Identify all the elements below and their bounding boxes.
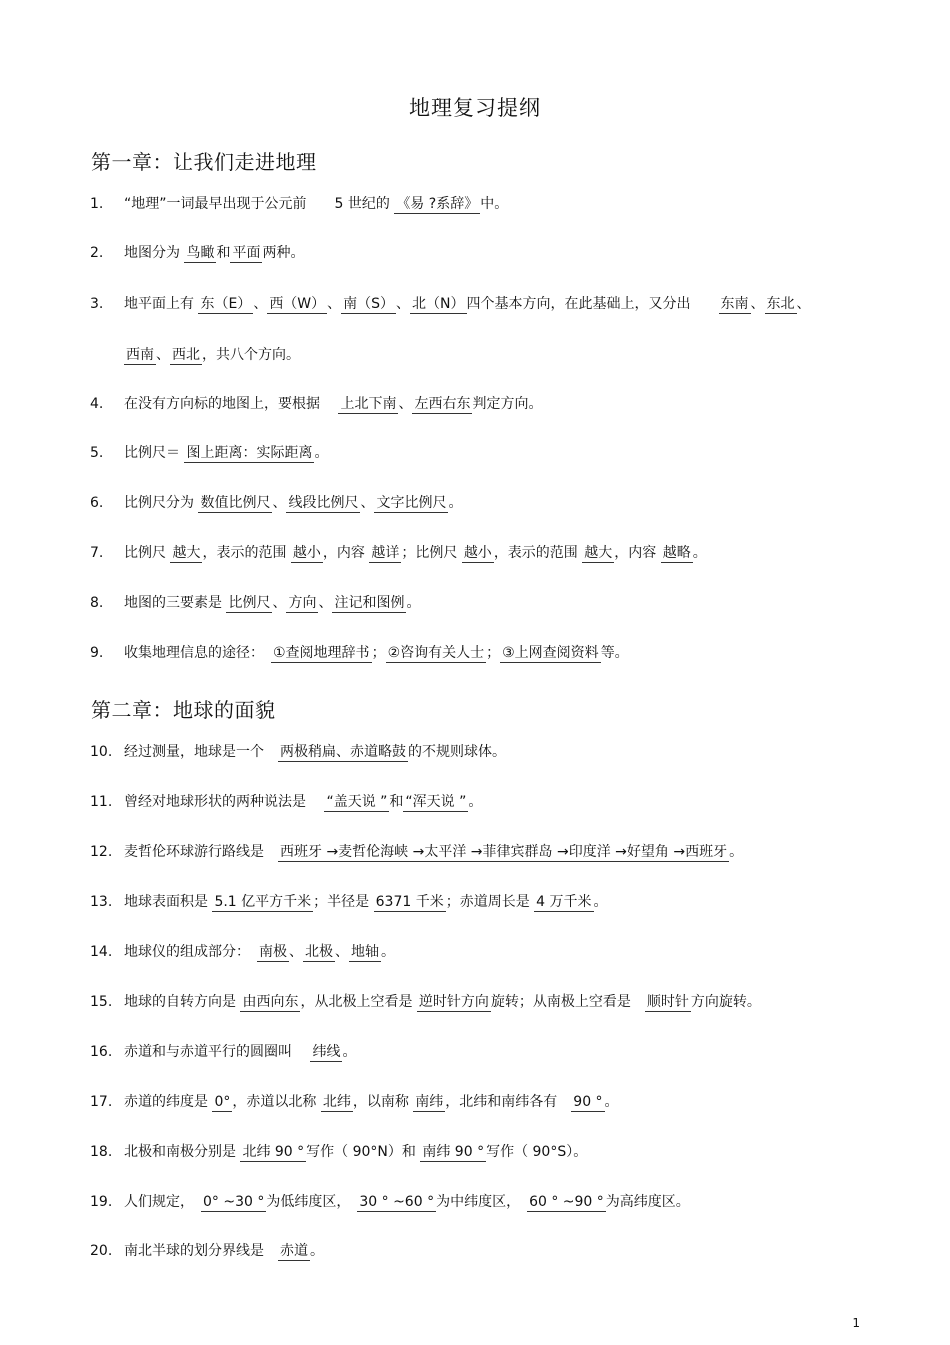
list-item <box>90 1043 356 1062</box>
list-item <box>90 395 542 414</box>
item-number: 3. <box>90 296 104 312</box>
item-number: 18. <box>90 1144 113 1160</box>
item-text: 收集地理信息的途径： <box>124 645 271 661</box>
answer-blank: 比例尺 <box>228 595 271 611</box>
item-text: 为高纬度区。 <box>605 1194 690 1210</box>
item-text: 的不规则球体。 <box>408 744 506 760</box>
item-text: 判定方向。 <box>472 396 543 412</box>
item-text: 地球表面积是 <box>124 894 213 910</box>
answer-blank: 图上距离：实际距离 <box>186 445 313 461</box>
answer-blank: 北极 <box>305 944 333 960</box>
item-text: 旋转；从南极上空看是 <box>490 994 645 1010</box>
item-text: 等。 <box>600 645 629 661</box>
list-item <box>90 444 328 463</box>
item-text: 。 <box>314 445 329 461</box>
list-item <box>90 544 707 563</box>
answer-blank: 南纬 <box>415 1094 444 1110</box>
item-text: ；比例尺 <box>401 545 462 561</box>
list-item <box>90 893 608 912</box>
answer-blank: 北纬 90 ° <box>242 1144 305 1160</box>
item-number: 16. <box>90 1044 113 1060</box>
answer-blank: 南极 <box>259 944 287 960</box>
item-number: 15. <box>90 994 113 1010</box>
item-text: 在没有方向标的地图上，要根据 <box>124 396 339 412</box>
item-text: 比例尺分为 <box>124 495 199 511</box>
item-text: ； <box>371 645 386 661</box>
item-text: 写作（ 90°N）和 <box>306 1144 421 1160</box>
item-text: 。 <box>692 545 707 561</box>
item-text: 、 <box>156 347 170 363</box>
answer-blank: 顺时针 <box>646 994 689 1010</box>
page-title: 地理复习提纲 <box>409 96 541 120</box>
item-number: 4. <box>90 396 104 412</box>
item-text: ，从北极上空看是 <box>300 994 417 1010</box>
list-item <box>90 1093 619 1112</box>
chapter-1-heading: 第一章：让我们走进地理 <box>91 150 317 174</box>
answer-blank: 《易 ?系辞》 <box>396 196 479 212</box>
item-text: 为中纬度区， <box>436 1194 528 1210</box>
answer-blank: 赤道 <box>280 1243 308 1259</box>
item-number: 2. <box>90 245 104 261</box>
item-text: 、 <box>396 296 411 312</box>
chapter-2-heading: 第二章：地球的面貌 <box>91 698 276 722</box>
item-text: 、 <box>253 296 268 312</box>
answer-blank: 南纬 90 ° <box>422 1144 485 1160</box>
item-text: ，表示的范围 <box>202 545 291 561</box>
item-text: 。 <box>342 1044 357 1060</box>
item-text: 。 <box>729 844 744 860</box>
item-text: 。 <box>593 894 608 910</box>
item-number: 8. <box>90 595 104 611</box>
item-text: 、 <box>272 595 287 611</box>
item-text: 地图分为 <box>124 245 185 261</box>
answer-blank: 0° ~30 ° <box>203 1194 265 1210</box>
answer-blank: 注记和图例 <box>334 595 405 611</box>
item-text: 。 <box>448 495 463 511</box>
item-text: 、 <box>360 495 375 511</box>
item-text: ，以南称 <box>352 1094 414 1110</box>
answer-blank: 由西向东 <box>242 994 299 1010</box>
answer-blank: 0° <box>214 1094 231 1110</box>
answer-blank: 两极稍扁、赤道略鼓 <box>280 744 406 760</box>
answer-blank: 越小 <box>292 545 321 561</box>
item-number: 14. <box>90 944 113 960</box>
item-number: 7. <box>90 545 104 561</box>
answer-blank: 北（N） <box>412 296 465 312</box>
item-text: 和 <box>216 245 231 261</box>
answer-blank: ①查阅地理辞书 <box>273 645 370 661</box>
list-item <box>90 195 508 214</box>
answer-blank: 方向 <box>288 595 317 611</box>
answer-blank: 南（S） <box>343 296 395 312</box>
item-number: 1. <box>90 196 104 212</box>
item-text: 。 <box>381 944 395 960</box>
answer-blank: “盖天说 ” <box>326 794 388 810</box>
answer-blank: 西（W） <box>269 296 326 312</box>
answer-blank: 越小 <box>463 545 492 561</box>
answer-blank: 东南 <box>720 296 749 312</box>
answer-blank: 西北 <box>172 347 200 363</box>
answer-blank: 30 ° ~60 ° <box>359 1194 435 1210</box>
item-number: 12. <box>90 844 113 860</box>
item-text: 地图的三要素是 <box>124 595 227 611</box>
list-item <box>90 943 395 962</box>
page-number: 1 <box>852 1316 860 1330</box>
item-text: 经过测量，地球是一个 <box>124 744 278 760</box>
answer-blank: 鸟瞰 <box>186 245 215 261</box>
item-text: 北极和南极分别是 <box>124 1144 241 1160</box>
answer-blank: 线段比例尺 <box>288 495 359 511</box>
item-text: 南北半球的划分界线是 <box>124 1243 278 1259</box>
answer-blank: 西班牙 →麦哲伦海峡 →太平洋 →菲律宾群岛 →印度洋 →好望角 →西班牙 <box>280 844 728 860</box>
item-text: 。 <box>604 1094 619 1110</box>
item-number: 10. <box>90 744 113 760</box>
answer-blank: 数值比例尺 <box>200 495 271 511</box>
list-item <box>90 743 506 762</box>
item-text: 。 <box>406 595 421 611</box>
answer-blank: 上北下南 <box>340 396 397 412</box>
item-number: 11. <box>90 794 113 810</box>
item-number: 9. <box>90 645 104 661</box>
item-text: 人们规定， <box>124 1194 201 1210</box>
list-item <box>90 993 761 1012</box>
item-text: 地球仪的组成部分： <box>124 944 257 960</box>
item-text: 、 <box>272 495 287 511</box>
list-item <box>90 244 304 263</box>
answer-blank: 4 万千米 <box>536 894 592 910</box>
item-text: 、 <box>796 296 811 312</box>
list-item <box>90 793 482 812</box>
item-text: 赤道和与赤道平行的圆圈叫 <box>124 1044 311 1060</box>
item-number: 19. <box>90 1194 113 1210</box>
item-text: 、 <box>289 944 303 960</box>
answer-blank: 60 ° ~90 ° <box>529 1194 604 1210</box>
item-text: 方向旋转。 <box>690 994 761 1010</box>
item-text: 、 <box>398 396 413 412</box>
item-text: ，北纬和南纬各有 <box>445 1094 572 1110</box>
item-text: ，内容 <box>322 545 370 561</box>
item-number: 17. <box>90 1094 113 1110</box>
item-text: ，内容 <box>614 545 661 561</box>
item-text: 和 <box>389 794 404 810</box>
list-item <box>90 494 462 513</box>
item-text: 比例尺＝ <box>124 445 185 461</box>
item-text: 比例尺 <box>124 545 171 561</box>
item-number: 20. <box>90 1243 113 1259</box>
item-text: 为低纬度区， <box>266 1194 358 1210</box>
item-text: 。 <box>310 1243 324 1259</box>
item-text: 曾经对地球形状的两种说法是 <box>124 794 325 810</box>
item-text: ，表示的范围 <box>493 545 583 561</box>
item-text: 中。 <box>480 196 509 212</box>
list-item <box>90 1193 690 1212</box>
item-text: ； <box>486 645 501 661</box>
list-item <box>90 1242 324 1261</box>
item-number: 5. <box>90 445 104 461</box>
answer-blank: 90 ° <box>573 1094 603 1110</box>
list-item <box>90 1143 587 1162</box>
item-text: 、 <box>318 595 333 611</box>
answer-blank: 6371 千米 <box>375 894 444 910</box>
answer-blank: 文字比例尺 <box>376 495 447 511</box>
item-text: ，共八个方向。 <box>202 347 300 363</box>
item-text: 、 <box>327 296 342 312</box>
list-item-continuation <box>124 346 300 365</box>
list-item <box>90 594 420 613</box>
item-text: 赤道的纬度是 <box>124 1094 213 1110</box>
answer-blank: 西南 <box>126 347 154 363</box>
item-text: 、 <box>335 944 349 960</box>
answer-blank: ③上网查阅资料 <box>502 645 599 661</box>
item-text: 麦哲伦环球游行路线是 <box>124 844 278 860</box>
answer-blank: 地轴 <box>351 944 379 960</box>
item-text: 两种。 <box>262 245 305 261</box>
item-text: 写作（ 90°S）。 <box>486 1144 588 1160</box>
item-text: 地球的自转方向是 <box>124 994 241 1010</box>
item-text: ；赤道周长是 <box>445 894 535 910</box>
item-number: 6. <box>90 495 104 511</box>
item-text: 。 <box>468 794 483 810</box>
answer-blank: 越详 <box>371 545 400 561</box>
list-item <box>90 295 811 314</box>
answer-blank: 东北 <box>766 296 795 312</box>
item-text: 四个基本方向，在此基础上，又分出 <box>466 296 719 312</box>
answer-blank: 越大 <box>172 545 201 561</box>
answer-blank: “浑天说 ” <box>405 794 467 810</box>
item-number: 13. <box>90 894 113 910</box>
answer-blank: 北纬 <box>322 1094 351 1110</box>
answer-blank: 左西右东 <box>414 396 471 412</box>
answer-blank: ②咨询有关人士 <box>387 645 485 661</box>
answer-blank: 平面 <box>232 245 261 261</box>
list-item <box>90 644 629 663</box>
answer-blank: 逆时针方向 <box>418 994 489 1010</box>
answer-blank: 越大 <box>584 545 613 561</box>
item-text: 地平面上有 <box>124 296 199 312</box>
answer-blank: 5.1 亿平方千米 <box>214 894 312 910</box>
answer-blank: 东（E） <box>200 296 252 312</box>
item-text: 、 <box>750 296 765 312</box>
list-item <box>90 843 743 862</box>
item-text: ，赤道以北称 <box>232 1094 321 1110</box>
item-text: ；半径是 <box>313 894 374 910</box>
item-text: “地理”一词最早出现于公元前 5 世纪的 <box>124 196 395 212</box>
answer-blank: 纬线 <box>312 1044 341 1060</box>
answer-blank: 越略 <box>662 545 691 561</box>
